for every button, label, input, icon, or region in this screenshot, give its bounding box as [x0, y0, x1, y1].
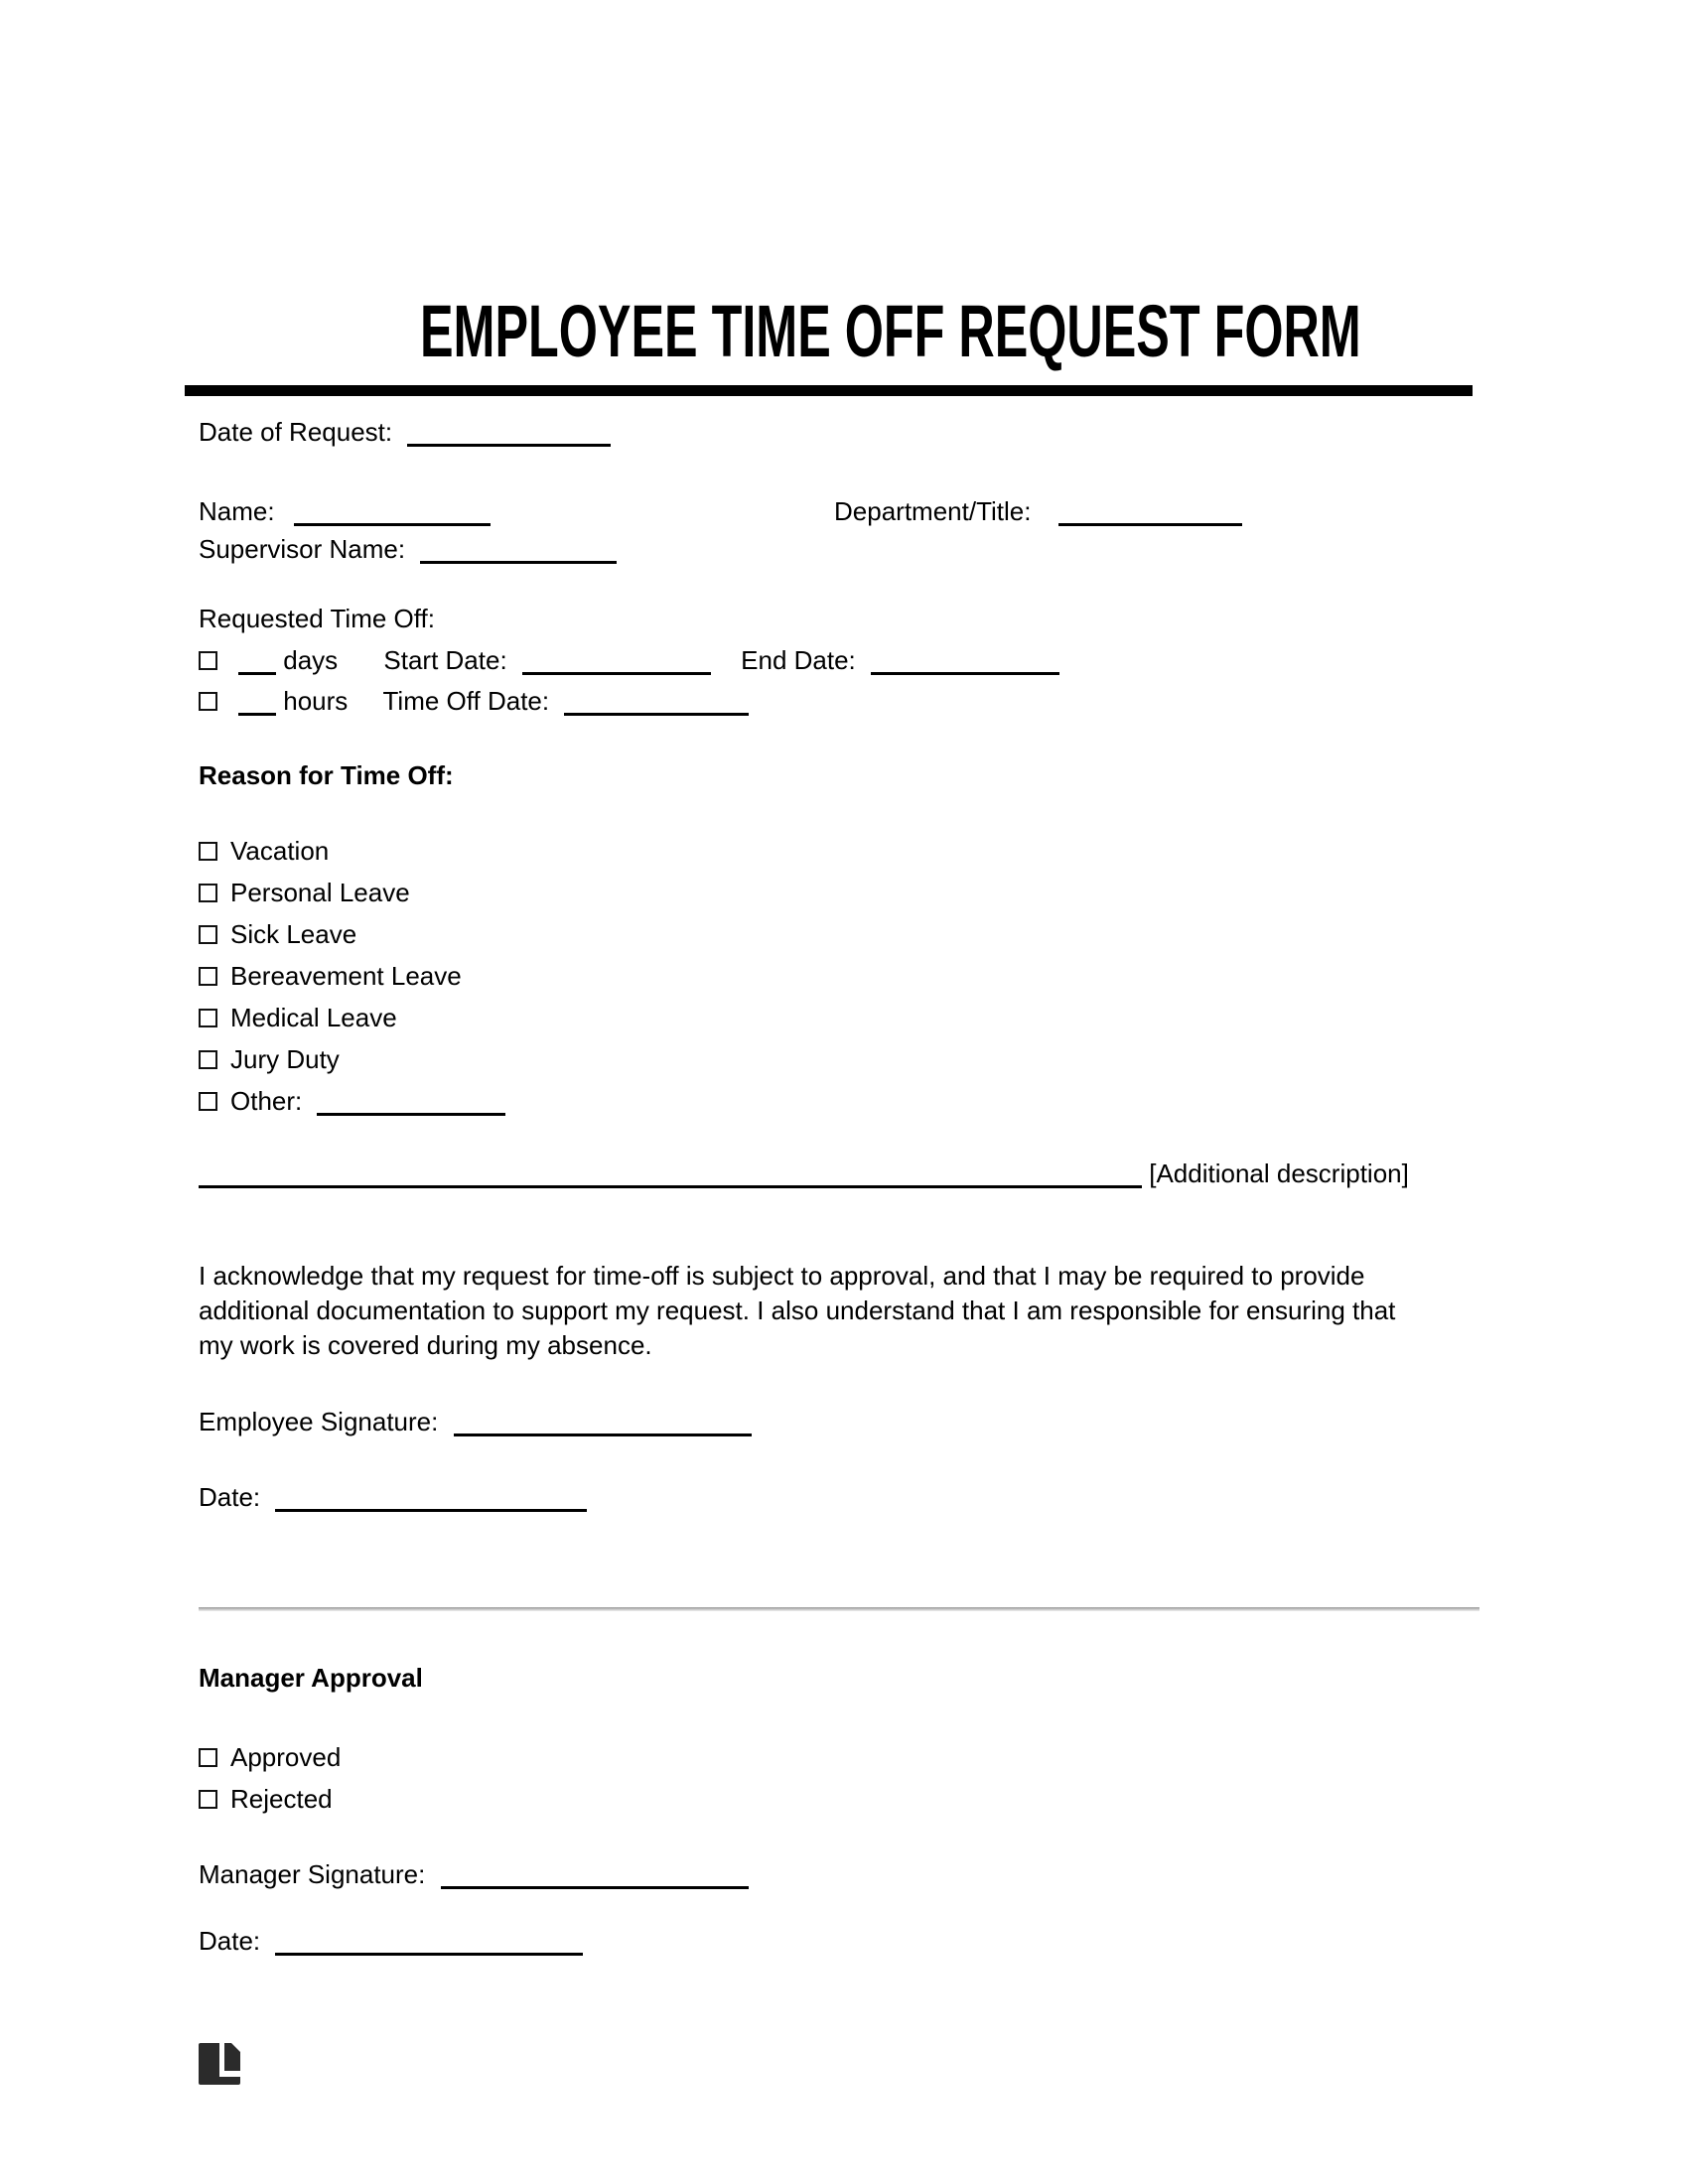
employee-signature-row: [199, 1407, 1489, 1436]
section-divider: [199, 1607, 1479, 1611]
employee-signature-label: Employee Signature:: [199, 1407, 439, 1436]
hours-label: hours: [283, 686, 349, 716]
medical-leave-checkbox[interactable]: [199, 1009, 217, 1027]
rejected-checkbox[interactable]: [199, 1790, 217, 1809]
sick-leave-label: Sick Leave: [230, 919, 357, 949]
acknowledgment-line-1: I acknowledge that my request for time-off is subject to approval, and that I may be required to provide: [199, 1261, 1365, 1291]
end-date-field[interactable]: [871, 646, 1059, 675]
manager-signature-row: [199, 1859, 1489, 1889]
reason-item-other: [199, 1086, 1489, 1116]
reason-item-medical-leave: [199, 1003, 1489, 1032]
brand-document-logo-icon: [199, 2043, 240, 2085]
requested-time-off-heading: [199, 604, 1489, 633]
acknowledgment-line-3: my work is covered during my absence.: [199, 1330, 652, 1360]
additional-description-row: [199, 1159, 1489, 1188]
department-block: [834, 496, 1242, 526]
approved-checkbox[interactable]: [199, 1748, 217, 1767]
rejected-label: Rejected: [230, 1784, 333, 1814]
hours-row: [199, 686, 1489, 716]
medical-leave-label: Medical Leave: [230, 1003, 397, 1032]
date-of-request-row: [199, 417, 1489, 447]
date-of-request-label: Date of Request:: [199, 417, 393, 447]
days-row: [199, 645, 1489, 675]
name-row: [199, 496, 1489, 526]
days-checkbox[interactable]: [199, 651, 217, 670]
employee-signature-field[interactable]: [454, 1408, 752, 1436]
reason-item-vacation: [199, 836, 1489, 866]
days-count-field[interactable]: [238, 646, 276, 675]
page-title: [199, 290, 1489, 372]
sick-leave-checkbox[interactable]: [199, 925, 217, 944]
manager-date-field[interactable]: [275, 1927, 583, 1956]
employee-date-label: Date:: [199, 1482, 261, 1512]
requested-time-off-label: Requested Time Off:: [199, 604, 435, 633]
time-off-date-label: Time Off Date:: [382, 686, 550, 716]
vacation-checkbox[interactable]: [199, 842, 217, 861]
employee-date-row: [199, 1482, 1489, 1512]
date-of-request-field[interactable]: [407, 418, 611, 447]
footer: [199, 2043, 1489, 2085]
title-rule: [185, 385, 1473, 396]
rejected-row: [199, 1784, 1489, 1814]
manager-date-label: Date:: [199, 1926, 261, 1956]
acknowledgment-line-2: additional documentation to support my request. I also understand that I am responsible for ensuring that: [199, 1296, 1396, 1325]
jury-duty-label: Jury Duty: [230, 1044, 340, 1074]
other-checkbox[interactable]: [199, 1092, 217, 1111]
time-off-date-field[interactable]: [564, 687, 749, 716]
manager-date-row: [199, 1926, 1489, 1956]
department-field[interactable]: [1058, 497, 1242, 526]
employee-date-field[interactable]: [275, 1483, 587, 1512]
name-label: Name:: [199, 496, 275, 526]
reason-heading: Reason for Time Off:: [199, 760, 454, 790]
reason-item-sick-leave: [199, 919, 1489, 949]
start-date-field[interactable]: [522, 646, 711, 675]
additional-description-label: [Additional description]: [1149, 1159, 1409, 1188]
personal-leave-checkbox[interactable]: [199, 884, 217, 902]
reason-item-bereavement-leave: [199, 961, 1489, 991]
start-date-label: Start Date:: [383, 645, 507, 675]
supervisor-field[interactable]: [420, 535, 617, 564]
manager-approval-heading: Manager Approval: [199, 1663, 423, 1693]
manager-signature-label: Manager Signature:: [199, 1859, 426, 1889]
manager-signature-field[interactable]: [441, 1860, 749, 1889]
additional-description-field[interactable]: [199, 1160, 1142, 1188]
bereavement-leave-label: Bereavement Leave: [230, 961, 462, 991]
acknowledgment-paragraph: [199, 1259, 1489, 1363]
end-date-label: End Date:: [741, 645, 856, 675]
name-field[interactable]: [294, 497, 491, 526]
vacation-label: Vacation: [230, 836, 330, 866]
supervisor-label: Supervisor Name:: [199, 534, 406, 564]
other-label: Other:: [230, 1086, 303, 1116]
personal-leave-label: Personal Leave: [230, 878, 410, 907]
hours-checkbox[interactable]: [199, 692, 217, 711]
hours-count-field[interactable]: [238, 687, 276, 716]
reason-item-personal-leave: [199, 878, 1489, 907]
supervisor-row: [199, 534, 1489, 564]
jury-duty-checkbox[interactable]: [199, 1050, 217, 1069]
approved-label: Approved: [230, 1742, 342, 1772]
page-title-text: EMPLOYEE TIME OFF REQUEST FORM: [419, 290, 1361, 372]
approved-row: [199, 1742, 1489, 1772]
department-label: Department/Title:: [834, 496, 1032, 526]
days-label: days: [283, 645, 339, 675]
reason-item-jury-duty: [199, 1044, 1489, 1074]
bereavement-leave-checkbox[interactable]: [199, 967, 217, 986]
other-field[interactable]: [317, 1087, 505, 1116]
